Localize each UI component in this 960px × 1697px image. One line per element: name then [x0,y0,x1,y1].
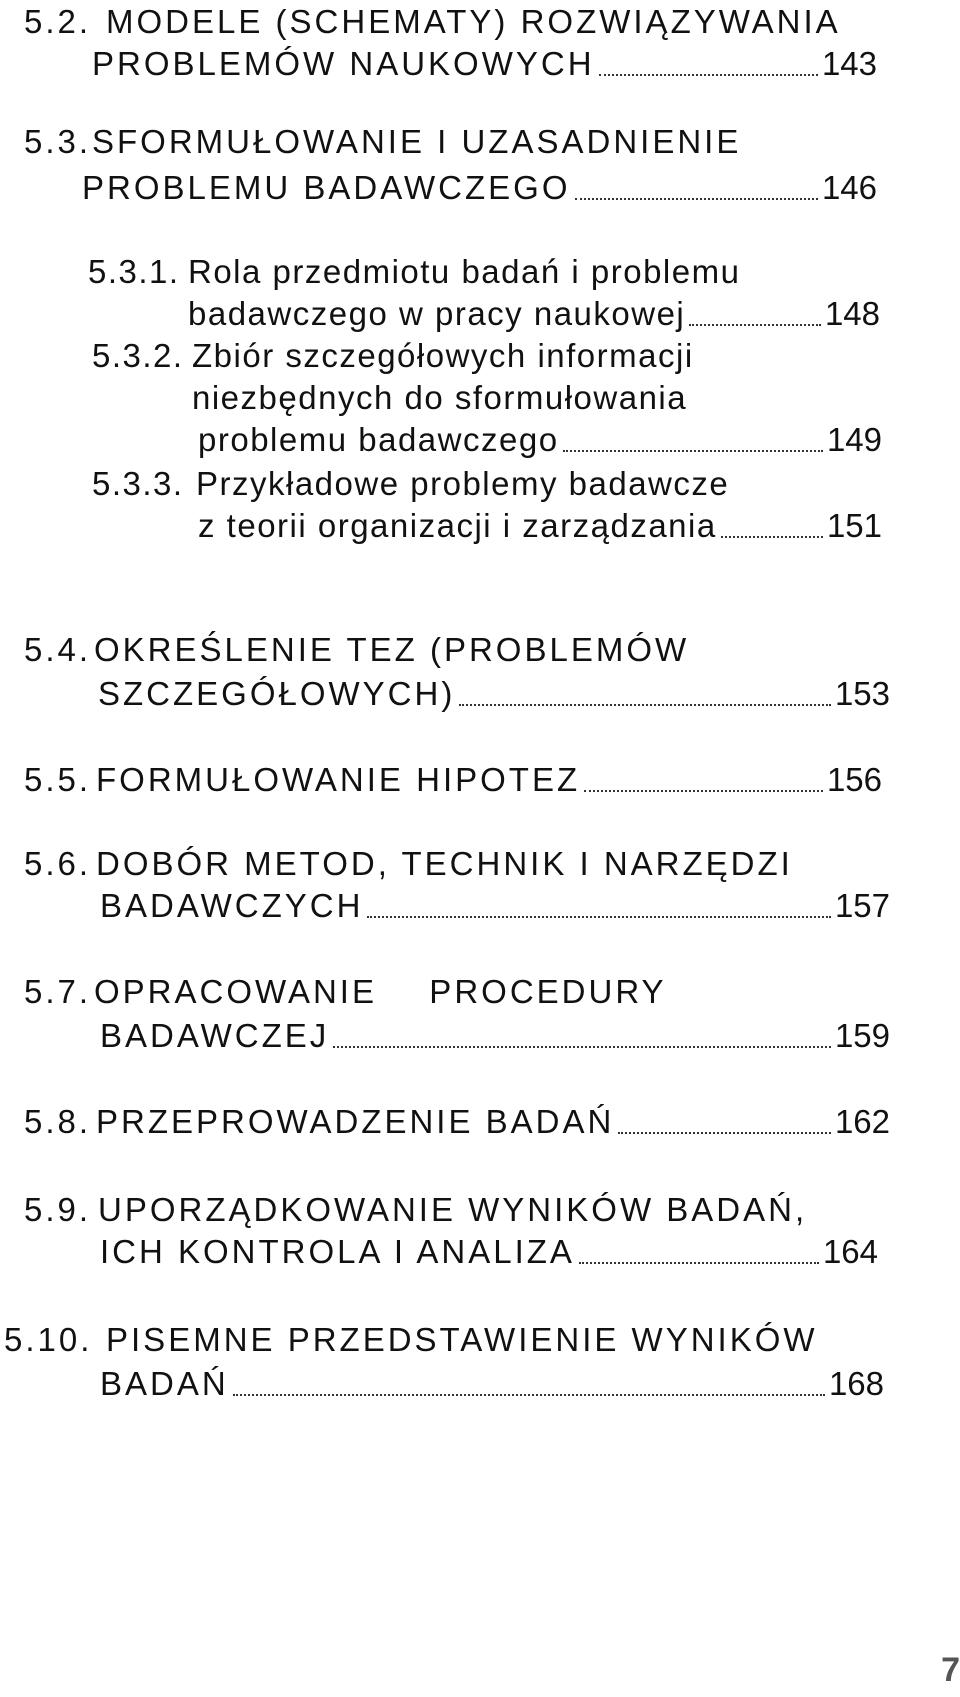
toc-title: PRZEPROWADZENIE BADAŃ [96,1103,615,1140]
toc-entry-5-7-cont [100,1014,890,1058]
toc-title: Rola przedmiotu badań i problemu [188,253,741,290]
dot-leader [459,704,831,706]
toc-page-number: 164 [822,1233,878,1270]
toc-entry-5-6-cont [100,884,890,928]
toc-page-number: 149 [826,421,882,458]
toc-title: PISEMNE PRZEDSTAWIENIE WYNIKÓW [106,1321,818,1358]
toc-number: 5.10. [4,1321,93,1358]
toc-number: 5.3.1. [88,253,180,290]
toc-number: 5.5. [24,761,92,798]
toc-entry-5-10 [4,1318,944,1362]
toc-entry-5-3 [24,120,924,164]
toc-entry-5-2-cont [92,42,877,86]
dot-leader [333,1046,831,1048]
toc-title: UPORZĄDKOWANIE WYNIKÓW BADAŃ, [98,1191,808,1228]
dot-leader [721,536,823,538]
toc-title: PROBLEMÓW NAUKOWYCH [92,45,595,82]
toc-page-number: 143 [821,45,877,82]
toc-entry-5-3-1 [88,250,948,294]
toc-title: BADAWCZYCH [100,887,364,924]
toc-entry-5-3-2-cont2 [198,418,882,462]
toc-entry-5-7 [24,970,924,1014]
dot-leader [579,1262,819,1264]
dot-leader [599,74,818,76]
toc-entry-5-4 [24,628,924,672]
toc-page-number: 156 [826,761,882,798]
dot-leader [233,1394,825,1396]
toc-title: problemu badawczego [198,421,559,458]
dot-leader [618,1132,831,1134]
toc-entry-5-10-cont [100,1362,884,1406]
toc-title: DOBÓR METOD, TECHNIK I NARZĘDZI [96,845,793,882]
toc-title: Zbiór szczegółowych informacji [192,337,694,374]
toc-number: 5.6. [24,845,92,882]
toc-number: 5.4. [24,631,92,668]
toc-title: BADAWCZEJ [100,1017,330,1054]
toc-number: 5.3. [24,123,92,160]
toc-entry-5-5 [24,758,882,802]
toc-title: FORMUŁOWANIE HIPOTEZ [96,761,581,798]
toc-title: badawczego w pracy naukowej [188,295,686,332]
toc-entry-5-3-1-cont [188,292,880,336]
toc-title: OPRACOWANIE PROCEDURY [94,973,667,1010]
toc-number: 5.9. [24,1191,92,1228]
dot-leader [367,916,830,918]
toc-entry-5-9-cont [100,1230,878,1274]
toc-number: 5.7. [24,973,92,1010]
toc-page-number: 157 [834,887,890,924]
toc-page-number: 162 [834,1103,890,1140]
page-number: 7 [941,1651,960,1689]
toc-page-number: 151 [826,507,882,544]
toc-entry-5-6 [24,842,924,886]
toc-title: niezbędnych do sformułowania [192,379,688,416]
toc-page-number: 159 [834,1017,890,1054]
toc-title: z teorii organizacji i zarządzania [198,507,717,544]
toc-entry-5-3-2 [92,334,952,378]
toc-number: 5.3.2. [92,337,184,374]
toc-entry-5-3-3-cont [198,504,882,548]
toc-title: OKREŚLENIE TEZ (PROBLEMÓW [94,631,690,668]
dot-leader [584,790,823,792]
dot-leader [563,450,823,452]
toc-entry-5-3-3 [92,462,952,506]
dot-leader [575,198,818,200]
toc-page-number: 153 [834,675,890,712]
toc-entry-5-4-cont [98,672,890,716]
toc-page-number: 168 [828,1365,884,1402]
toc-entry-5-2 [24,0,924,44]
dot-leader [689,324,821,326]
toc-entry-5-3-2-cont [192,376,892,420]
toc-number: 5.8. [24,1103,92,1140]
toc-title: Przykładowe problemy badawcze [196,465,730,502]
toc-title: PROBLEMU BADAWCZEGO [82,169,571,206]
toc-title: BADAŃ [100,1365,229,1402]
toc-number: 5.2. [24,3,92,40]
toc-entry-5-8 [24,1100,890,1144]
toc-number: 5.3.3. [92,465,184,502]
toc-title: SZCZEGÓŁOWYCH) [98,675,456,712]
toc-title: ICH KONTROLA I ANALIZA [100,1233,575,1270]
toc-title: MODELE (SCHEMATY) ROZWIĄZYWANIA [106,3,841,40]
toc-title: SFORMUŁOWANIE I UZASADNIENIE [92,123,742,160]
toc-page-number: 148 [824,295,880,332]
toc-entry-5-3-cont [82,166,877,210]
toc-page-number: 146 [821,169,877,206]
toc-entry-5-9 [24,1188,944,1232]
